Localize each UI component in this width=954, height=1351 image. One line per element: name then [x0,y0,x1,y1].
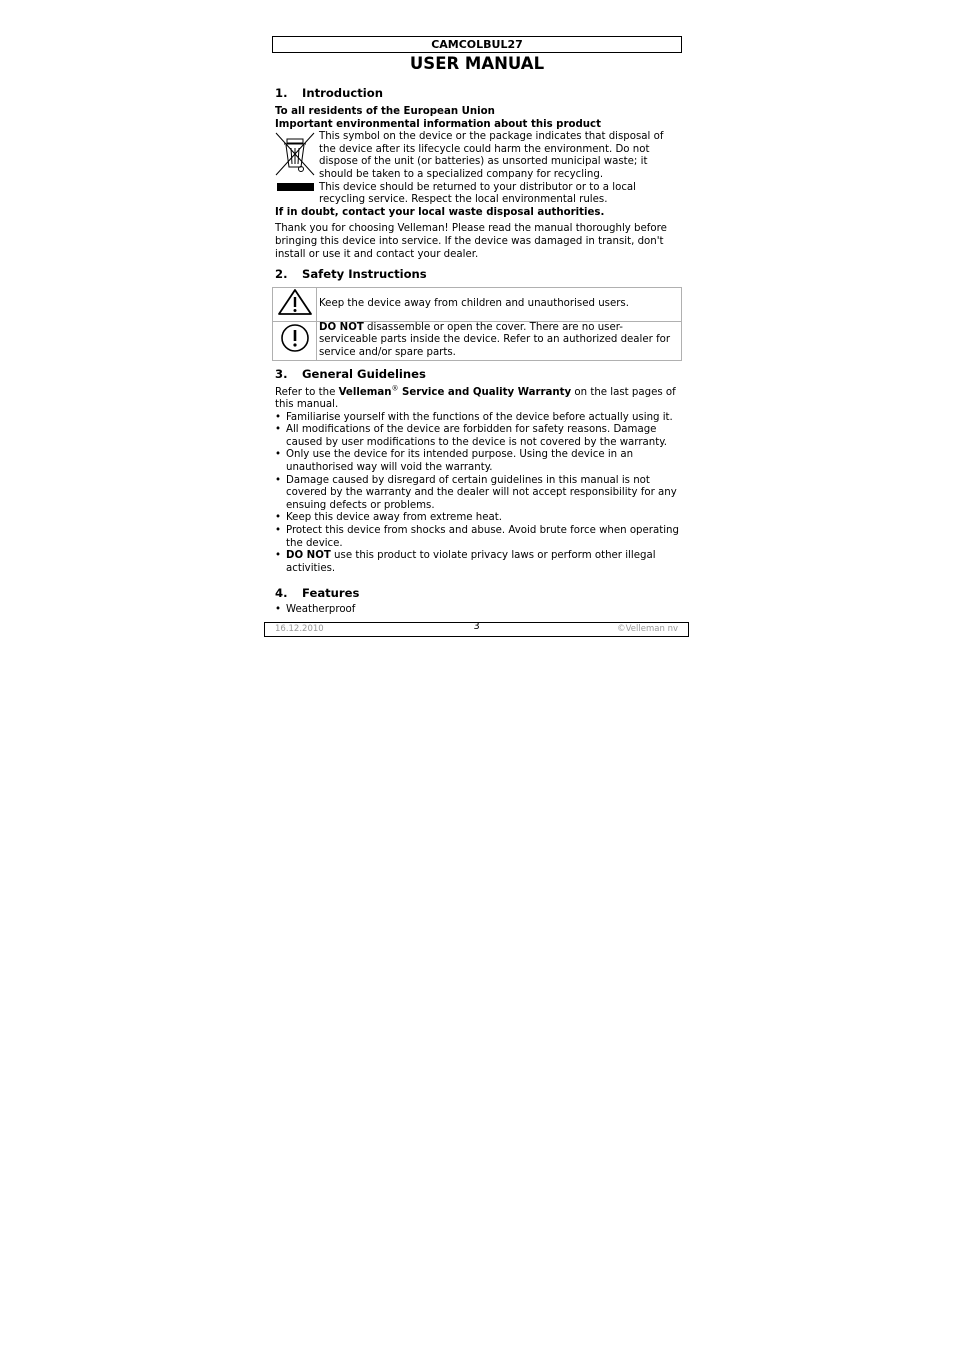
bullet: • [275,411,282,423]
list-item-text: Keep this device away from extreme heat. [286,512,502,524]
weee-paragraph-1: This symbol on the device or the package indicates that disposal of the device after its lifecycle could harm the environment. Do not dispose of the unit (or batteries) as unsorted municipal waste; it should be taken to a specialized company for recycling. [319,131,664,180]
page-number: 3 [473,621,480,632]
manual-page [272,36,682,617]
list-item-text: All modifications of the device are forbidden for safety reasons. Damage caused by user modifications to the device is not covered by the warranty. [286,424,668,448]
thank-you-paragraph: Thank you for choosing Velleman! Please read the manual thoroughly before bringing this device into service. If the device was damaged in transit, don't install or use it and contact your dealer. [275,223,667,260]
section-number: 3. [275,366,288,381]
bullet: • [275,474,282,486]
section-title: Introduction [302,86,383,100]
bullet: • [275,512,282,524]
section-title: General Guidelines [302,366,426,381]
section-title: Features [302,586,360,601]
waste-authorities-line: If in doubt, contact your local waste disposal authorities. [275,206,605,218]
list-item-text: Familiarise yourself with the functions of the device before actually using it. [286,411,673,423]
eu-residents-line: To all residents of the European Union [275,106,495,117]
exclamation-circle-icon [273,321,317,360]
list-item [275,512,680,525]
weee-block [275,131,680,207]
bullet: • [275,525,282,537]
list-item [275,449,680,474]
list-item-text: use this product to violate privacy laws or perform other illegal activities. [286,550,656,574]
safety-row [273,321,682,360]
safety-row [273,288,682,322]
warranty-reference [275,384,680,412]
ref-text: Refer to the [275,386,339,398]
footer-date: 16.12.2010 [275,624,324,634]
list-item [275,475,680,513]
do-not-emphasis: DO NOT [319,321,364,333]
warranty-name: Service and Quality Warranty [398,386,572,398]
do-not-emphasis: DO NOT [286,550,331,562]
manual-content [272,86,682,617]
ref-text: on the last pages of this manual. [275,386,676,411]
environment-info-line: Important environmental information about this product [275,118,601,130]
safety-text [317,321,682,360]
guidelines-list [275,412,680,576]
weee-text [319,131,680,207]
warning-triangle-icon [273,288,317,322]
section-heading-guidelines [275,367,680,381]
brand-name: Velleman [338,386,392,398]
list-item [275,412,680,425]
list-item [275,525,680,550]
section-title: Safety Instructions [302,267,427,282]
safety-table [272,287,682,360]
bullet: • [275,424,282,436]
page-title: USER MANUAL [409,54,545,73]
weee-paragraph-2: This device should be returned to your distributor or to a local recycling service. Respect the local environmental rules. [319,181,636,206]
section-heading-introduction [275,86,680,100]
section-heading-safety [275,267,680,281]
bullet: • [275,550,282,562]
safety-text: Keep the device away from children and unauthorised users. [317,288,682,322]
list-item [275,424,680,449]
list-item-text: Only use the device for its intended purpose. Using the device in an unauthorised way will void the warranty. [286,449,634,474]
section-heading-features [275,586,680,600]
features-list [275,604,680,617]
list-item [275,550,680,575]
registered-mark: ® [391,384,399,393]
bullet: • [275,604,282,616]
safety-text-rest: disassemble or open the cover. There are no user-serviceable parts inside the device. Refer to an authorized dealer for service and/or spare parts. [319,321,671,358]
weee-bin-icon [275,131,319,207]
list-item-text: Damage caused by disregard of certain guidelines in this manual is not covered by the warranty and the dealer will not accept responsibility for any ensuing defects or problems. [286,474,677,511]
footer-copyright: ©Velleman nv [617,624,678,634]
section-number: 2. [275,267,288,282]
list-item [275,604,680,617]
model-header: CAMCOLBUL27 [272,36,682,53]
page-footer [264,622,689,637]
list-item-text: Weatherproof [286,604,356,616]
list-item-text: Protect this device from shocks and abuse. Avoid brute force when operating the device. [286,525,679,549]
bullet: • [275,449,282,461]
section-number: 4. [275,586,288,601]
section-number: 1. [275,86,288,100]
